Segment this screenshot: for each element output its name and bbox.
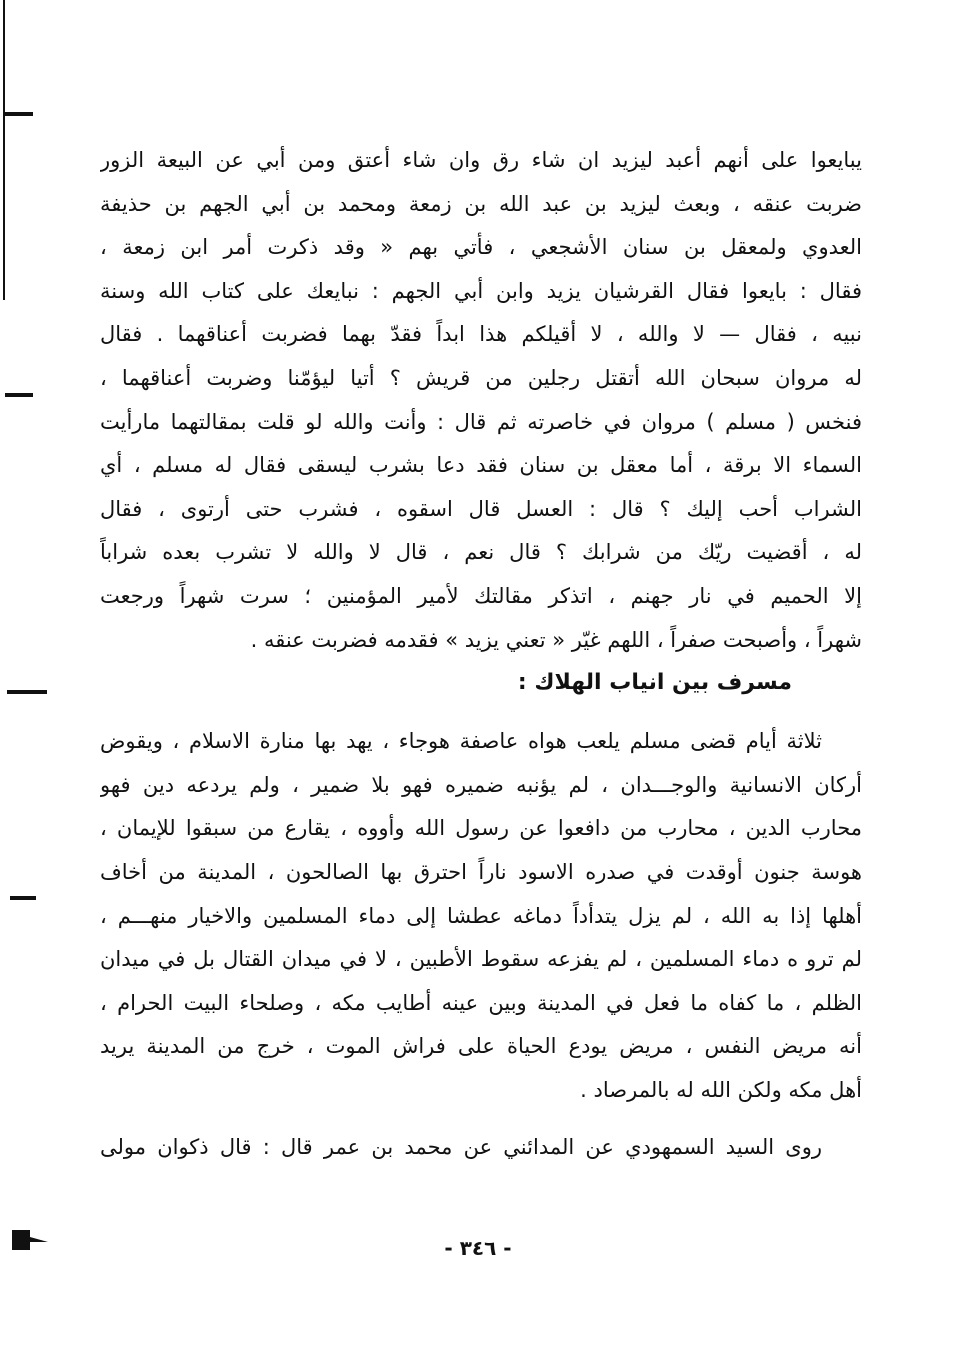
spacer xyxy=(100,705,862,719)
section-heading: مسرف بين انياب الهلاك : xyxy=(517,670,792,696)
text-line: ضربت عنقه ، وبعث ليزيد بن عبد الله بن زمعة ومحمد بن أبي الجهم بن حذيفة xyxy=(100,191,862,216)
text-line: فقال : بايعوا فقال القرشيان يزيد وابن أبي الجهم : نبايعك على كتاب الله وسنة xyxy=(100,278,862,303)
text-line: فنخس ( مسلم ) مروان في خاصرته ثم قال : وأنت والله لو قلت بمقالتهما مارأيت xyxy=(100,409,862,434)
margin-mark xyxy=(3,112,33,116)
text-line: أنه مريض النفس ، مريض يودع الحياة على فراش الموت ، خرج من المدينة يريد xyxy=(100,1034,862,1059)
margin-mark xyxy=(5,393,33,397)
text-line: شهراً ، وأصبحت صفراً ، اللهم غيّر « تعني يزيد » فقدمه فضربت عنقه . xyxy=(250,627,862,652)
text-line: روى السيد السمهودي عن المدائني عن محمد بن عمر قال : قال ذكوان مولى xyxy=(100,1135,822,1160)
margin-binding-rule xyxy=(3,0,5,300)
text-line: أهل مكه ولكن الله له بالمرصاد . xyxy=(580,1077,862,1102)
page-body xyxy=(100,138,862,1169)
text-line: محارب الدين ، محارب من دافعوا عن رسول الله وأووه ، يقارع من سبقوا للإيمان ، xyxy=(100,816,862,841)
text-line: الظلم ، ما كفاه ما فعل في المدينة وبين عينه أطايب مكه ، وصلحاء البيت الحرام ، xyxy=(100,990,862,1015)
paragraph-2 xyxy=(100,719,862,1111)
text-line: له مروان سبحان الله أتقتل رجلين من قريش ؟ أتيا ليؤمّنا وضربت أعناقهما ، xyxy=(100,365,862,390)
text-line: لم ترو ه دماء المسلمين ، لم يفزعه سقوط الأطبين ، لا في ميدان القتال بل في ميدان xyxy=(100,947,862,972)
text-line: أهلها إذا به الله ، لم يزل يتدأداً دماغه عطشا إلى دماء المسلمين والاخيار منهـــم ، xyxy=(100,903,862,928)
paragraph-3 xyxy=(100,1125,862,1169)
margin-mark xyxy=(10,896,36,900)
text-line: العدوي ولمعقل بن سنان الأشجعي ، فأتي بهم « وقد ذكرت أمر ابن زمعة ، xyxy=(100,235,862,260)
text-line: ثلاثة أيام قضى مسلم يلعب هواه عاصفة هوجاء ، يهد بها منارة الاسلام ، ويقوض xyxy=(100,729,822,754)
text-line: يبايعوا على أنهم أعبد ليزيد ان شاء رق وان شاء أعتق ومن أبي عن البيعة الزور xyxy=(100,148,862,172)
text-line: أركان الانسانية والوجـــدان ، لم يؤنبه ضميره فهو بلا ضمير ، ولم يردعه دين فهو xyxy=(100,772,862,797)
margin-mark xyxy=(7,690,47,694)
text-line: الشراب أحب إليك ؟ قال : العسل قال اسقوه ، فشرب حتى أرتوى ، فقال xyxy=(100,496,862,521)
text-line: له ، أقضيت ريّك من شرابك ؟ قال نعم ، قال لا والله لا تشرب بعده شراباً xyxy=(100,540,862,565)
page-number: - ٣٤٦ - xyxy=(444,1236,512,1260)
paragraph-1 xyxy=(100,138,862,661)
text-line: نبيه ، فقال — لا والله ، لا أقيلكم هذا ابداً فقدّ بهما فضربت أعناقهما . فقال xyxy=(100,322,862,347)
text-line: السماء الا برقة ، أما معقل بن سنان فقد دعا بشرب ليسقى فقال له مسلم ، أي xyxy=(100,453,862,478)
spacer xyxy=(100,1111,862,1125)
text-line: هوسة جنون أوقدت في صدره الاسود ناراً احترق بها الصالحون ، المدينة من أخاف xyxy=(100,859,862,884)
text-line: إلا الحميم في نار جهنم ، اتذكر مقالتك لأمير المؤمنين ؛ سرت شهراً ورجعت xyxy=(100,583,862,608)
